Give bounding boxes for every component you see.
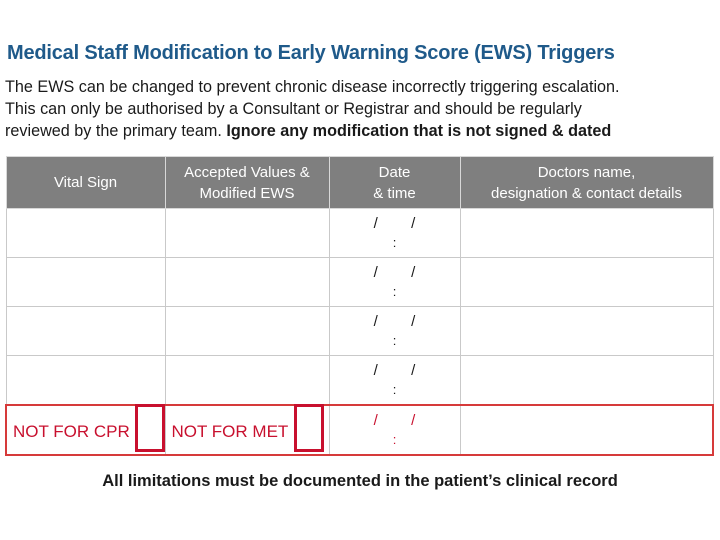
doctor-details-cell[interactable] [460,356,713,406]
table-row [6,209,713,258]
doctor-details-cell[interactable] [460,405,713,455]
table-row [6,307,713,356]
not-for-cpr-label: NOT FOR CPR [13,422,130,441]
vital-sign-cell[interactable] [6,209,165,258]
accepted-values-cell[interactable] [165,258,329,307]
intro-text [5,76,717,142]
date-time-cell[interactable]: / / : [329,307,460,356]
ews-modification-table [5,156,714,456]
not-for-cpr-cell [6,405,165,455]
accepted-values-cell[interactable] [165,209,329,258]
table-row [6,258,713,307]
header-vital-sign: Vital Sign [6,157,165,209]
vital-sign-cell[interactable] [6,307,165,356]
vital-sign-cell[interactable] [6,356,165,406]
doctor-details-cell[interactable] [460,258,713,307]
not-for-met-checkbox[interactable] [294,404,324,452]
date-time-cell[interactable]: / / : [329,258,460,307]
not-for-cpr-checkbox[interactable] [135,404,165,452]
doctor-details-cell[interactable] [460,307,713,356]
date-time-cell[interactable]: / / : [329,356,460,406]
limitations-row [6,405,713,455]
date-time-cell[interactable]: / / : [329,405,460,455]
date-time-cell[interactable]: / / : [329,209,460,258]
vital-sign-cell[interactable] [6,258,165,307]
footer-note: All limitations must be documented in the patient’s clinical record [102,472,618,490]
intro-line-3 [5,120,717,142]
intro-line-1: The EWS can be changed to prevent chronic disease incorrectly triggering escalation. [5,78,620,96]
header-date-time: Date & time [329,157,460,209]
accepted-values-cell[interactable] [165,356,329,406]
accepted-values-cell[interactable] [165,307,329,356]
intro-line-2: This can only be authorised by a Consultant or Registrar and should be regularly [5,100,582,118]
doctor-details-cell[interactable] [460,209,713,258]
not-for-met-label: NOT FOR MET [171,422,289,441]
page-title: Medical Staff Modification to Early Warning Score (EWS) Triggers [7,42,615,64]
intro-line-3-text: reviewed by the primary team. [5,122,227,140]
table-row [6,356,713,406]
intro-warning: Ignore any modification that is not signed & dated [226,122,612,140]
table-header-row [6,157,713,209]
header-accepted-values: Accepted Values & Modified EWS [165,157,329,209]
not-for-met-cell [165,405,329,455]
header-doctor-details: Doctors name, designation & contact details [460,157,713,209]
